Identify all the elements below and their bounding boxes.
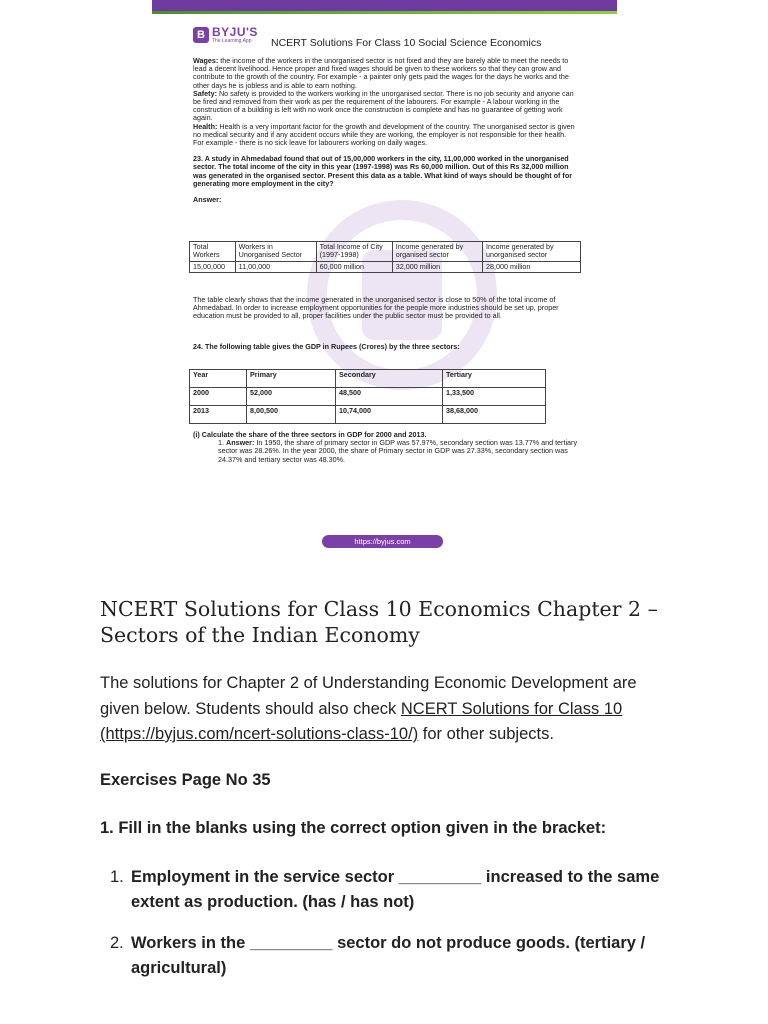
- safety-paragraph: Safety: No safety is provided to the workers working in the unorganised sector. There is no job security and anyone can be fired and removed from their work as per the requirement of the labourers. For example - A labour working in the construction of a building is left with no work once the construction is complete and has no guarantee of getting work again.: [193, 88, 574, 123]
- table-header: Income generated by unorganised sector: [483, 242, 581, 262]
- list-number: 1.: [110, 868, 124, 886]
- table-header: Year: [190, 370, 247, 388]
- calc-answer: 1. Answer: In 1950, the share of primary sector in GDP was 57.97%, secondary section was 13.77% and tertiary sector was 28.26%. In the year 2000, the share of Primary sector in GDP was 27.33%, secondary section was 24.37% and tertiary sector was 48.30%.: [218, 438, 578, 464]
- question-24: 24. The following table gives the GDP in Rupees (Crores) by the three sectors:: [193, 342, 460, 351]
- table-header: Total Income of City (1997-1998): [316, 242, 392, 262]
- table-cell: 15,00,000: [190, 261, 236, 272]
- table-row: [190, 406, 546, 424]
- table-cell: 52,000: [247, 388, 336, 406]
- byjus-logo: [193, 25, 268, 47]
- table-cell: 1,33,500: [443, 388, 546, 406]
- list-item: [110, 865, 680, 915]
- table-cell: 60,000 million: [316, 261, 392, 272]
- list-item-text: Employment in the service sector _________ increased to the same extent as production. (has / has not): [131, 868, 660, 911]
- table-cell: 48,500: [336, 388, 443, 406]
- article-intro: [100, 671, 680, 748]
- logo-tagline: The Learning App: [212, 38, 252, 44]
- table-row: [190, 388, 546, 406]
- table-header: Secondary: [336, 370, 443, 388]
- table-header: Income generated by organised sector: [392, 242, 482, 262]
- table-header: Primary: [247, 370, 336, 388]
- answer-label: Answer:: [193, 195, 222, 205]
- pdf-top-bar: [152, 0, 617, 14]
- pdf-page-image: [152, 0, 617, 560]
- gdp-table: [189, 369, 546, 424]
- blank-questions-list: [110, 865, 680, 997]
- table-cell: 32,000 million: [392, 261, 482, 272]
- list-item: [110, 931, 680, 981]
- question-1-heading: 1. Fill in the blanks using the correct option given in the bracket:: [100, 819, 607, 837]
- table-note: The table clearly shows that the income generated in the unorganised sector is close to 50% of the total income of Ahmedabad. In order to increase employment opportunities for the people more industries should be set up, proper education must be provided to all, proper facilities under the public sector must be provided to all.: [193, 295, 559, 321]
- footer-url-pill: https://byjus.com: [322, 535, 443, 548]
- table-header: Tertiary: [443, 370, 546, 388]
- workers-income-table: [189, 241, 581, 273]
- list-number: 2.: [110, 934, 124, 952]
- question-23: 23. A study in Ahmedabad found that out of 15,00,000 workers in the city, 11,00,000 worked in the unorganised sector. The total income of the city in this year (1997-1998) was Rs 60,000 million. Out of this Rs 32,000 million was generated in the organised sector. Present this data as a table. What kind of ways should be thought of for generating more employment in the city?: [193, 154, 573, 188]
- pdf-body: [193, 57, 578, 204]
- health-paragraph: Health: Health is a very important factor for the growth and development of the country. The unorganised sector is given no medical security and if any accident occurs while they are working, the employer is not responsible for their health. For example - there is no sick leave for labourers working on daily wages.: [193, 121, 575, 148]
- article-title: NCERT Solutions for Class 10 Economics Chapter 2 – Sectors of the Indian Economy: [100, 597, 658, 647]
- logo-wordmark: BYJU'S: [212, 25, 258, 39]
- table-header: Workers in Unorganised Sector: [235, 242, 316, 262]
- intro-tail: for other subjects.: [418, 725, 554, 743]
- table-cell: 10,74,000: [336, 406, 443, 424]
- pdf-title: NCERT Solutions For Class 10 Social Science Economics: [271, 37, 542, 49]
- table-header: Total Workers: [190, 242, 236, 262]
- list-item-text: Workers in the _________ sector do not produce goods. (tertiary / agricultural): [131, 934, 646, 977]
- table-cell: 8,00,500: [247, 406, 336, 424]
- table-cell: 2013: [190, 406, 247, 424]
- calc-question: (i) Calculate the share of the three sectors in GDP for 2000 and 2013.: [193, 430, 427, 439]
- wages-paragraph: Wages: the income of the workers in the unorganised sector is not fixed and they are barely able to meet the needs to lead a decent livelihood. Hence proper and fixed wages should be given to these workers so that they can grow and contribute to the growth of the country. For example - a painter only gets paid the wages for the days he works and the other days he is jobless and is able to earn nothing.: [193, 56, 569, 90]
- pdf-header: [193, 25, 613, 49]
- table-cell: 2000: [190, 388, 247, 406]
- exercises-heading: Exercises Page No 35: [100, 771, 271, 789]
- calc-section: [193, 431, 578, 464]
- table-cell: 11,00,000: [235, 261, 316, 272]
- intro-text: The solutions for Chapter 2 of Understanding Economic Development are given below. Students should also check: [100, 674, 637, 718]
- table-row: [190, 261, 581, 272]
- logo-mark: B: [193, 27, 209, 43]
- ncert-class-10-link[interactable]: NCERT Solutions for Class 10 (https://byjus.com/ncert-solutions-class-10/): [100, 699, 623, 743]
- table-cell: 38,68,000: [443, 406, 546, 424]
- table-cell: 28,000 million: [483, 261, 581, 272]
